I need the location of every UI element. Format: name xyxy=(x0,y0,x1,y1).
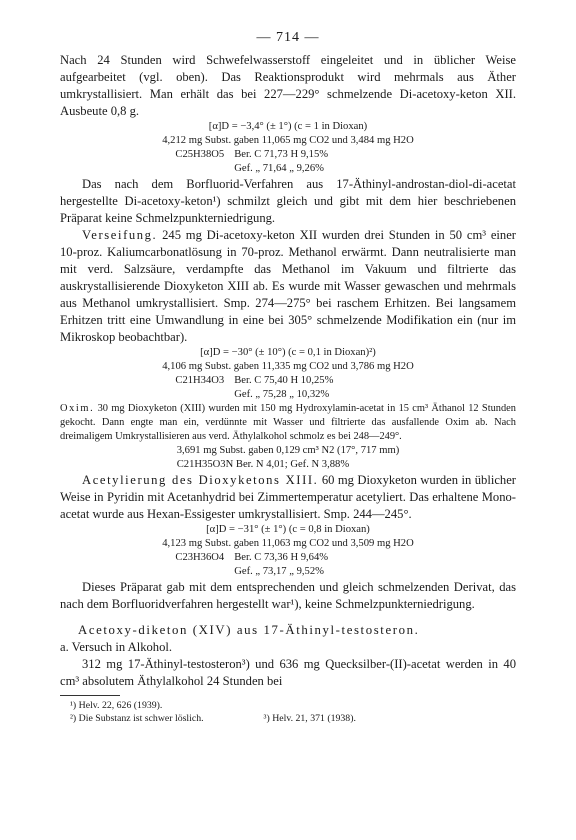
analysis-nitrogen-line: C21H35O3N Ber. N 4,01; Gef. N 3,88% xyxy=(176,459,350,470)
optical-rotation-1: [α]D = −3,4° (± 1°) (c = 1 in Dioxan) xyxy=(208,121,368,132)
analysis-substance-line: 4,212 mg Subst. gaben 11,065 mg CO2 und 3,484 mg H2O xyxy=(162,135,414,146)
footnote-2: ²) Die Substanz ist schwer löslich. xyxy=(70,713,204,724)
molecular-formula: C21H34O3 xyxy=(175,375,225,386)
optical-rotation-3: [α]D = −31° (± 1°) (c = 0,8 in Dioxan) xyxy=(206,524,370,535)
section-heading: Acetoxy-diketon (XIV) aus 17-Äthinyl-testosteron. xyxy=(78,623,420,637)
footnote-3: ³) Helv. 21, 371 (1938). xyxy=(263,713,356,724)
elemental-analysis-2 xyxy=(162,360,414,402)
found-values: Gef. „ 75,28 „ 10,32% xyxy=(234,389,330,400)
calculated-values: Ber. C 71,73 H 9,15% xyxy=(234,149,329,160)
page-number: — 714 — xyxy=(256,30,320,45)
optical-rotation-2: [α]D = −30° (± 10°) (c = 0,1 in Dioxan)²) xyxy=(200,347,376,358)
elemental-analysis-4 xyxy=(162,537,414,579)
found-values: Gef. „ 71,64 „ 9,26% xyxy=(234,163,324,174)
paragraph-3 xyxy=(60,227,516,346)
paragraph-3-heading: Verseifung. xyxy=(82,228,158,242)
elemental-analysis-1 xyxy=(162,134,414,176)
footnote-rule xyxy=(60,695,120,696)
molecular-formula: C23H36O4 xyxy=(175,552,225,563)
paragraph-4-heading: Acetylierung des Dioxyketons XIII. xyxy=(82,473,319,487)
calculated-values: Ber. C 73,36 H 9,64% xyxy=(234,552,329,563)
analysis-substance-line: 4,123 mg Subst. gaben 11,063 mg CO2 und 3,509 mg H2O xyxy=(162,538,414,549)
analysis-substance-line: 3,691 mg Subst. gaben 0,129 cm³ N2 (17°, 717 mm) xyxy=(176,445,400,456)
paragraph-1: Nach 24 Stunden wird Schwefelwasserstoff eingeleitet und in üblicher Weise aufgearbeitet (vgl. oben). Das Reaktionsprodukt wird mehrmals aus Äther umkrystallisiert. Man erhält das bei 227—229° schmelzende Di-acetoxy-keton XII. Ausbeute 0,8 g. xyxy=(60,53,516,118)
calculated-values: Ber. C 75,40 H 10,25% xyxy=(234,375,334,386)
elemental-analysis-3 xyxy=(177,444,400,472)
analysis-substance-line: 4,106 mg Subst. gaben 11,335 mg CO2 und 3,786 mg H2O xyxy=(162,361,414,372)
molecular-formula: C25H38O5 xyxy=(175,149,225,160)
oxime-heading: Oxim. xyxy=(60,403,95,414)
oxime-paragraph xyxy=(60,402,516,444)
footnote-row xyxy=(70,712,516,725)
found-values: Gef. „ 73,17 „ 9,52% xyxy=(234,566,324,577)
paragraph-6: 312 mg 17-Äthinyl-testosteron³) und 636 mg Quecksilber-(II)-acetat werden in 40 cm³ absolutem Äthylalkohol 24 Stunden bei xyxy=(60,657,516,688)
paragraph-4-text: 60 mg Dioxyketon wurden in üblicher Weise in Pyridin mit Acetanhydrid bei Zimmertemperatur acetyliert. Das erhaltene Mono-acetat wurde aus Hexan-Essigester umkrystallisiert. Smp. 244—245°. xyxy=(60,473,516,521)
page xyxy=(60,30,516,725)
paragraph-5: Dieses Präparat gab mit dem entsprechenden und gleich schmelzenden Derivat, das nach dem Borfluoridverfahren hergestellt war¹), keine Schmelzpunkterniedrigung. xyxy=(60,580,516,611)
paragraph-4 xyxy=(60,472,516,523)
paragraph-2: Das nach dem Borfluorid-Verfahren aus 17-Äthinyl-androstan-diol-di-acetat hergestellte Di-acetoxy-keton¹) schmilzt gleich und gibt mit dem hier beschriebenen Präparat keine Schmelzpunkterniedrigung. xyxy=(60,177,516,225)
paragraph-3-text: 245 mg Di-acetoxy-keton XII wurden drei Stunden in 50 cm³ einer 10-proz. Kaliumcarbonatlösung in 70-proz. Methanol erwärmt. Dann neutralisierte man mit verd. Salzsäure, verdampfte das Methanol im Vakuum und filtrierte das auskrystallisierende Dioxyketon XIII ab. Es wurde mit Wasser gewaschen und mehrmals aus Methanol umkrystallisiert. Smp. 274—275° bei raschem Erhitzen. Bei langsamem Erhitzen tritt eine Umwandlung in eine bei 305° schmelzende Modifikation ein (nur im Mikroskop beobachtbar). xyxy=(60,228,516,344)
oxime-text: 30 mg Dioxyketon (XIII) wurden mit 150 mg Hydroxylamin-acetat in 15 cm³ Äthanol 12 Stunden gekocht. Dann engte man ein, verdünnte mit Wasser und filtrierte das ausfallende Oxim ab. Nach dreimaligem Umkrystallisieren aus verd. Äthylalkohol schmolz es bei 248—249°. xyxy=(60,403,516,442)
subsection-heading: a. Versuch in Alkohol. xyxy=(60,640,173,654)
footnote-1: ¹) Helv. 22, 626 (1939). xyxy=(70,700,163,711)
